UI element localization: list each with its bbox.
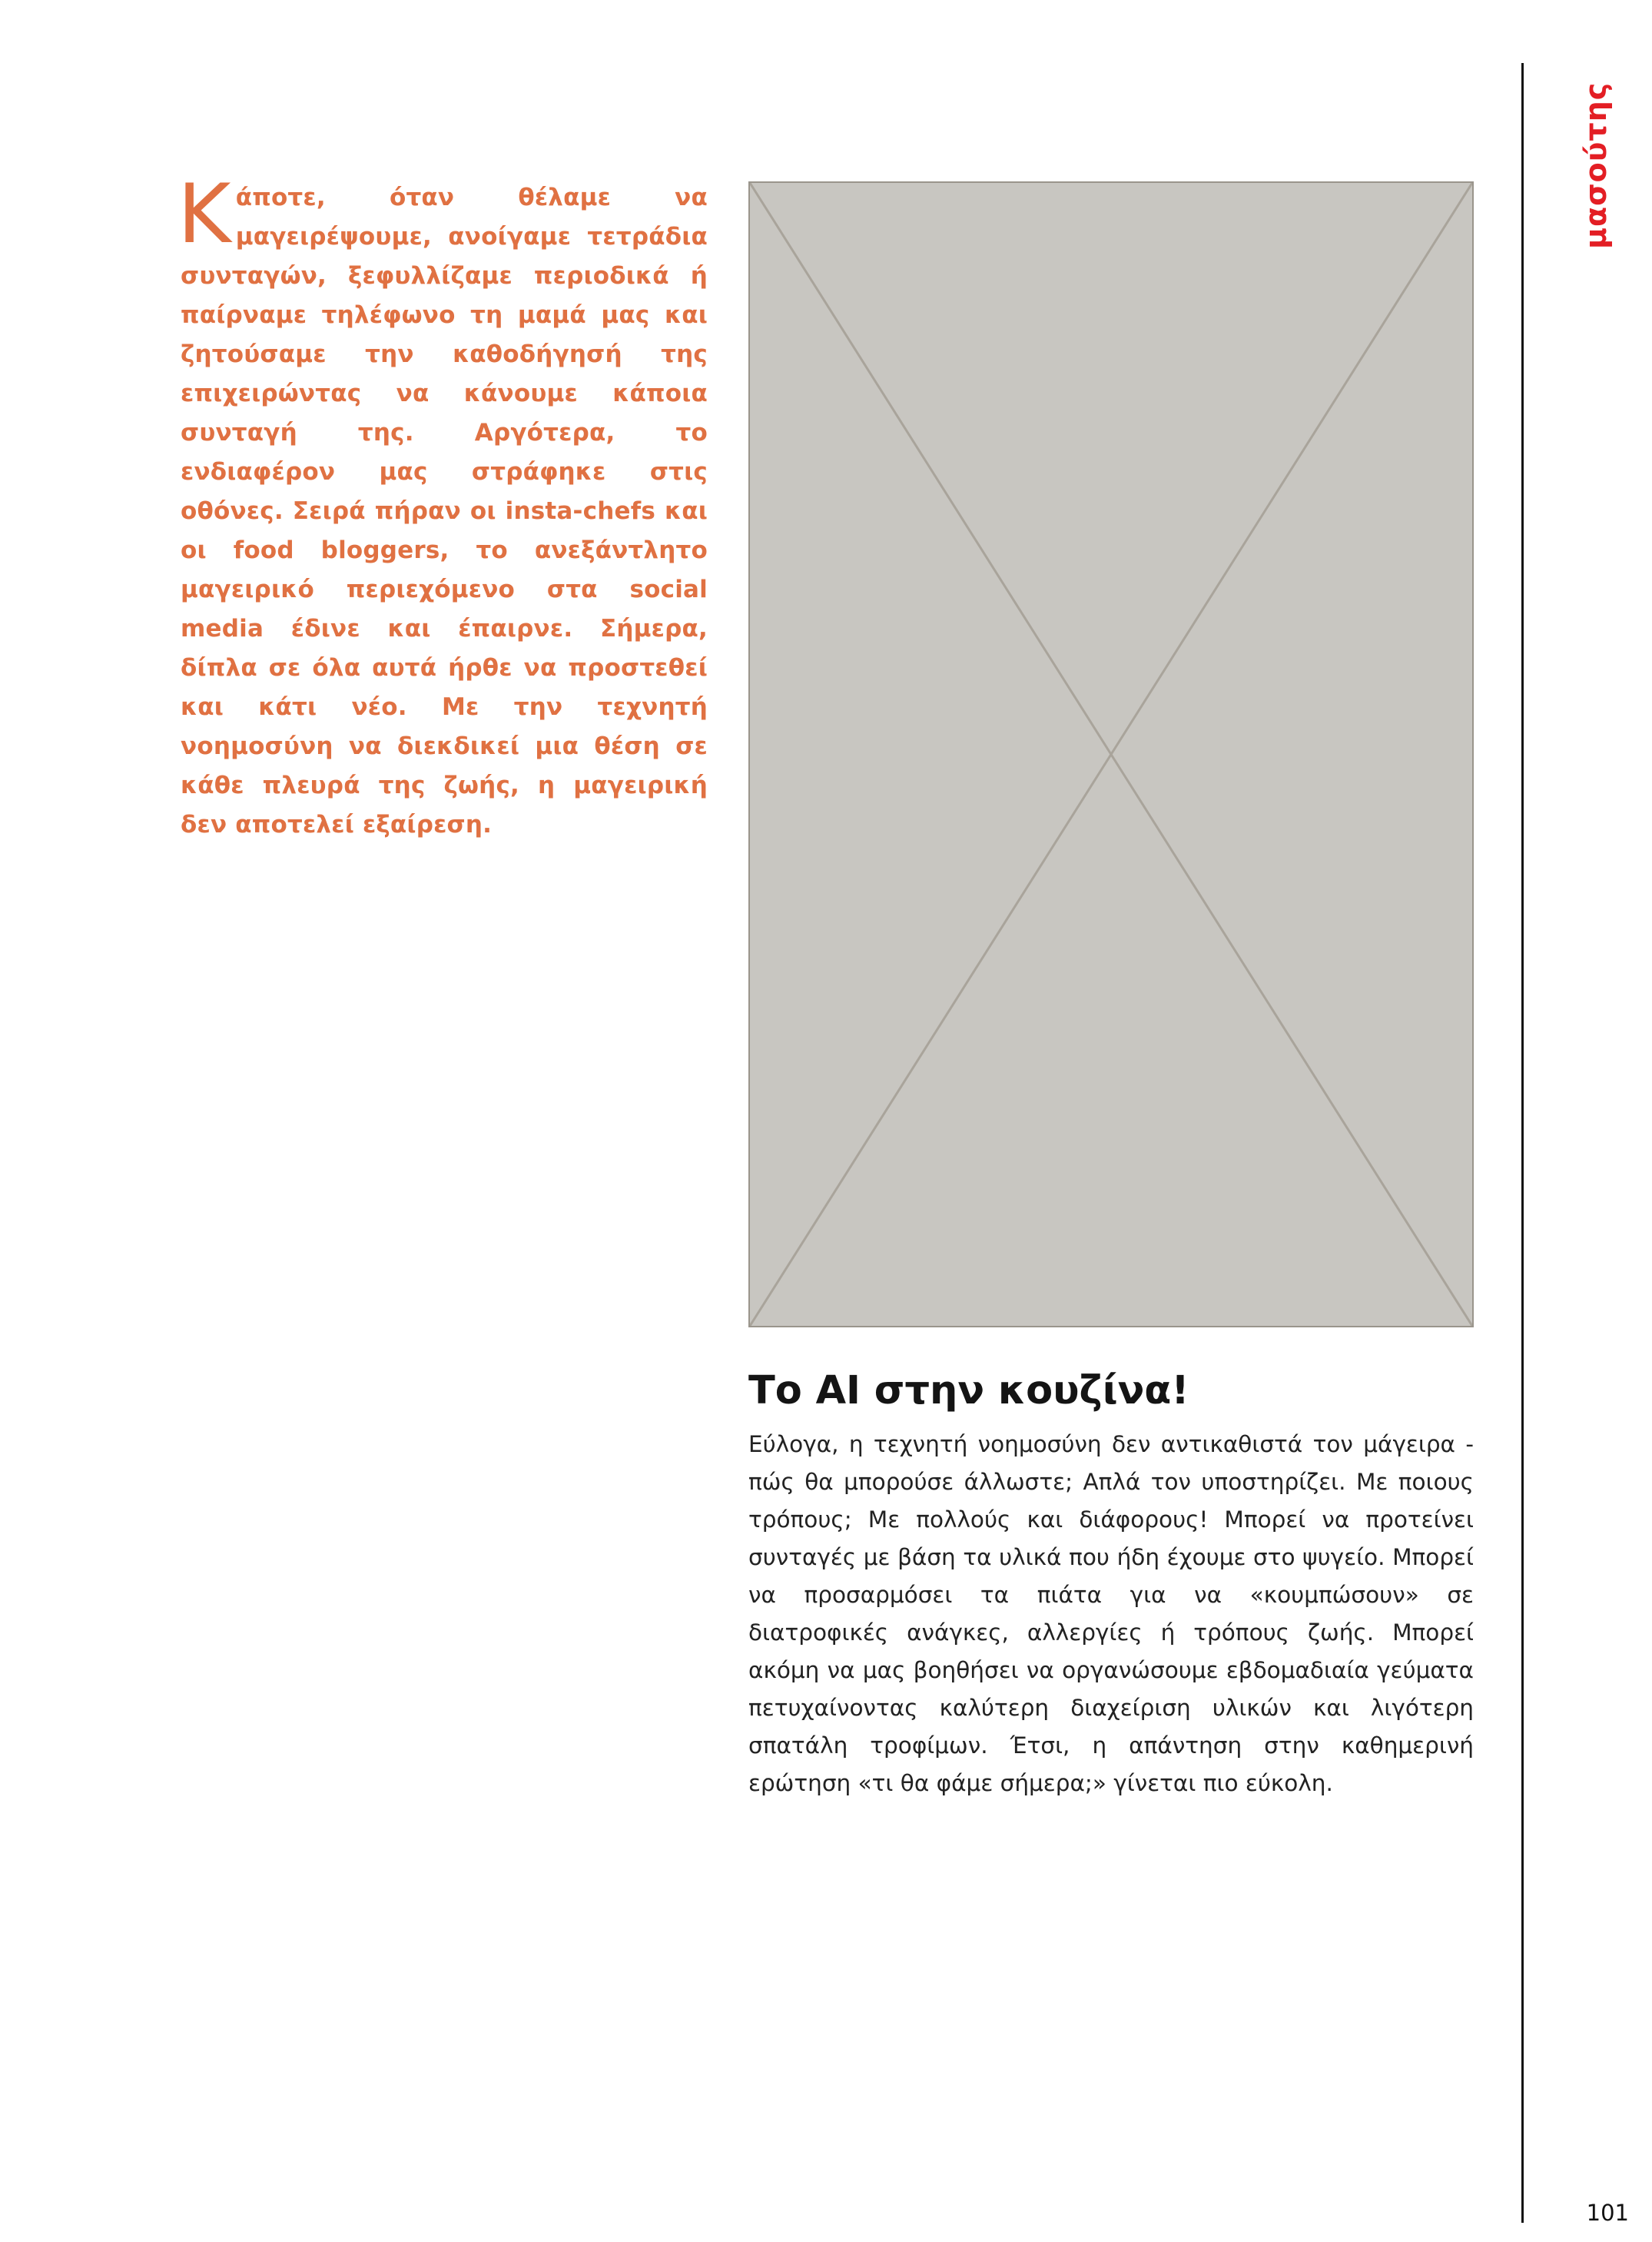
vertical-rule	[1521, 63, 1524, 2223]
drop-cap: Κ	[177, 167, 231, 261]
section-body: Εύλογα, η τεχνητή νοημοσύνη δεν αντικαθιστά τον μάγειρα - πώς θα μπορούσε άλλωστε; Απλά τον υποστηρίζει. Με ποιους τρόπους; Με πολλούς και διάφορους! Μπορεί να προτείνει συνταγές με βάση τα υλικά που ήδη έχουμε στο ψυγείο. Μπορεί να προσαρμόσει τα πιάτα για να «κουμπώσουν» σε διατροφικές ανάγκες, αλλεργίες ή τρόπους ζωής. Μπορεί ακόμη να μας βοηθήσει να οργανώσουμε εβδομαδιαία γεύματα πετυχαίνοντας καλύτερη διαχείριση υλικών και λιγότερη σπατάλη τροφίμων. Έτσι, η απάντηση στην καθημερινή ερώτηση «τι θα φάμε σήμερα;» γίνεται πιο εύκολη.	[748, 1431, 1474, 1796]
intro-paragraph	[177, 167, 708, 845]
kitchen-photo-placeholder	[748, 181, 1474, 1327]
page-number: 101	[1586, 2200, 1629, 2226]
intro-text: άποτε, όταν θέλαμε να μαγειρέψουμε, ανοίγαμε τετράδια συνταγών, ξεφυλλίζαμε περιοδικά ή παίρναμε τηλέφωνο τη μαμά μας και ζητούσαμε την καθοδήγησή της επιχειρώντας να κάνουμε κάποια συνταγή της. Αργότερα, το ενδιαφέρον μας στράφηκε στις οθόνες. Σειρά πήραν οι insta-chefs και οι food bloggers, το ανεξάντλητο μαγειρικό περιεχόμενο στα social media έδινε και έπαιρνε. Σήμερα, δίπλα σε όλα αυτά ήρθε να προστεθεί και κάτι νέο. Με την τεχνητή νοημοσύνη να διεκδικεί μια θέση σε κάθε πλευρά της ζωής, η μαγειρική δεν αποτελεί εξαίρεση.	[181, 184, 708, 839]
section-title: Το AI στην κουζίνα!	[748, 1368, 1189, 1413]
photo-placeholder-graphic	[750, 183, 1472, 1326]
brand-logo: μασούτης	[1579, 81, 1613, 249]
